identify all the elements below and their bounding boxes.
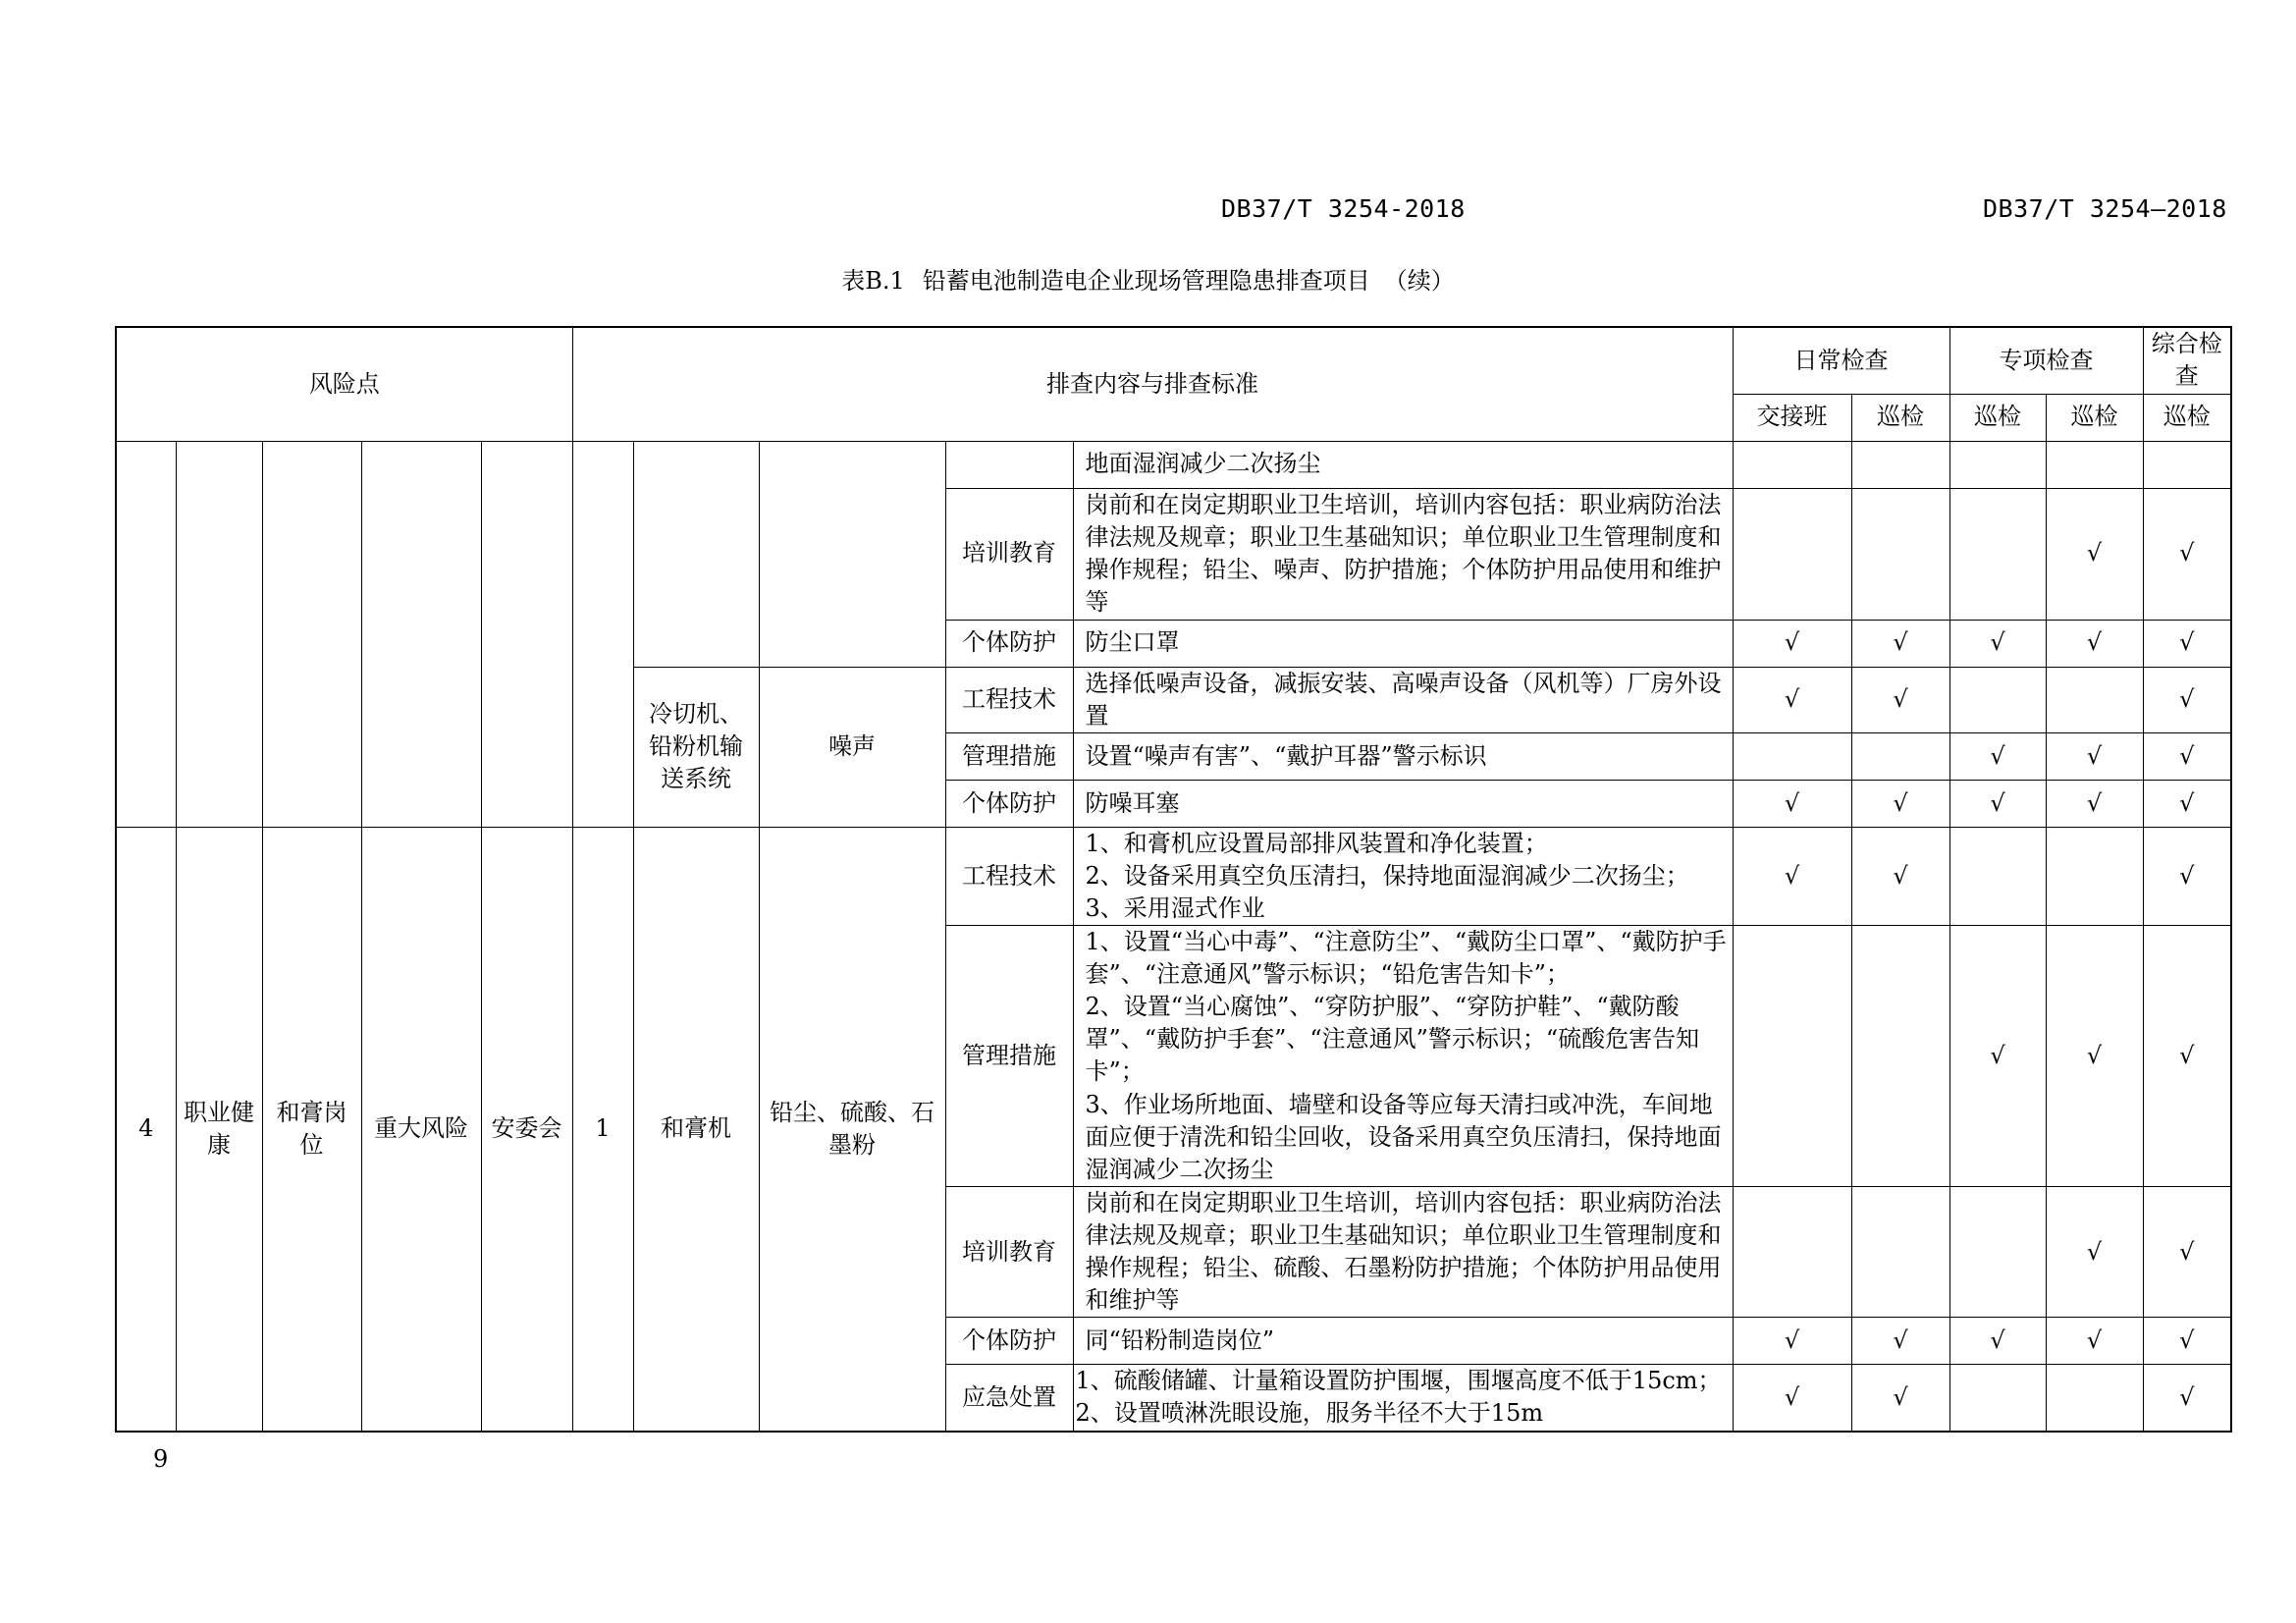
check-cell: √ (1949, 1318, 2046, 1365)
check-cell (1851, 732, 1949, 780)
check-cell: √ (2143, 1186, 2231, 1317)
check-cell: √ (1851, 667, 1949, 732)
standard-cell: 防噪耳塞 (1073, 780, 1733, 827)
check-cell (1851, 926, 1949, 1187)
check-cell (1949, 488, 2046, 620)
empty-cell (759, 441, 945, 667)
hazard-cell: 铅尘、硫酸、石墨粉 (759, 827, 945, 1431)
empty-cell (633, 441, 759, 667)
check-cell: √ (1949, 926, 2046, 1187)
page-number: 9 (153, 1445, 169, 1473)
check-cell: √ (1851, 780, 1949, 827)
header-sub-patrol: 巡检 (1949, 394, 2046, 441)
check-cell: √ (2143, 1318, 2231, 1365)
check-cell (1733, 732, 1851, 780)
check-cell: √ (2046, 926, 2143, 1187)
table-row (116, 827, 2231, 925)
header-row-1 (116, 327, 2231, 394)
table-row (116, 441, 2231, 488)
standard-cell: 1、设置“当心中毒”、“注意防尘”、“戴防尘口罩”、“戴防护手套”、“注意通风”警示标识；“铅危害告知卡”； 2、设置“当心腐蚀”、“穿防护服”、“穿防护鞋”、“戴防酸罩”、“戴防护手套”、“注意通风”警示标识；“硫酸危害告知卡”； 3、作业场所地面、墙壁和设备等应每天清扫或冲洗，车间地面应便于清洗和铅尘回收，设备采用真空负压清扫，保持地面湿润减少二次扬尘 (1073, 926, 1733, 1187)
check-cell (1851, 488, 1949, 620)
check-cell: √ (2143, 667, 2231, 732)
standard-cell: 防尘口罩 (1073, 620, 1733, 667)
check-cell: √ (1733, 667, 1851, 732)
table-title (0, 261, 2296, 296)
risk-level-cell: 重大风险 (361, 827, 481, 1431)
standard-cell: 1、和膏机应设置局部排风装置和净化装置； 2、设备采用真空负压清扫，保持地面湿润减少二次扬尘； 3、采用湿式作业 (1073, 827, 1733, 925)
check-cell (1851, 1186, 1949, 1317)
empty-cell (572, 441, 633, 827)
responsible-cell: 安委会 (481, 827, 572, 1431)
check-cell: √ (1949, 780, 2046, 827)
category-cell: 培训教育 (945, 488, 1073, 620)
category-cell: 管理措施 (945, 926, 1073, 1187)
empty-cell (116, 441, 176, 827)
check-cell: √ (2143, 620, 2231, 667)
check-cell (2046, 441, 2143, 488)
check-cell: √ (2046, 488, 2143, 620)
empty-cell (361, 441, 481, 827)
check-cell (2046, 1365, 2143, 1432)
check-cell: √ (2143, 780, 2231, 827)
check-cell: √ (1733, 1365, 1851, 1432)
category-cell: 个体防护 (945, 780, 1073, 827)
category-cell: 个体防护 (945, 620, 1073, 667)
standard-cell: 岗前和在岗定期职业卫生培训，培训内容包括：职业病防治法律法规及规章；职业卫生基础知识；单位职业卫生管理制度和操作规程；铅尘、噪声、防护措施；个体防护用品使用和维护等 (1073, 488, 1733, 620)
empty-cell (481, 441, 572, 827)
risk-type-cell: 职业健康 (176, 827, 262, 1431)
check-cell: √ (2046, 780, 2143, 827)
header-sub-patrol: 巡检 (1851, 394, 1949, 441)
check-cell: √ (1949, 620, 2046, 667)
check-cell: √ (1851, 1318, 1949, 1365)
check-cell (1949, 1365, 2046, 1432)
check-cell: √ (2143, 926, 2231, 1187)
check-cell (1733, 1186, 1851, 1317)
category-cell: 个体防护 (945, 1318, 1073, 1365)
header-daily-check: 日常检查 (1733, 327, 1949, 394)
hazard-cell: 噪声 (759, 667, 945, 827)
category-cell: 工程技术 (945, 667, 1073, 732)
check-cell (1949, 827, 2046, 925)
check-cell: √ (2046, 732, 2143, 780)
header-sub-patrol: 巡检 (2143, 394, 2231, 441)
check-cell (2046, 827, 2143, 925)
empty-cell (262, 441, 361, 827)
standard-cell: 岗前和在岗定期职业卫生培训，培训内容包括：职业病防治法律法规及规章；职业卫生基础知识；单位职业卫生管理制度和操作规程；铅尘、硫酸、石墨粉防护措施；个体防护用品使用和维护等 (1073, 1186, 1733, 1317)
check-cell: √ (2046, 1318, 2143, 1365)
header-standard-code-left: DB37/T 3254-2018 (1221, 194, 1466, 223)
check-cell: √ (1733, 827, 1851, 925)
standard-cell: 设置“噪声有害”、“戴护耳器”警示标识 (1073, 732, 1733, 780)
check-cell: √ (1949, 732, 2046, 780)
check-cell: √ (1851, 620, 1949, 667)
check-cell: √ (2046, 1186, 2143, 1317)
check-cell: √ (2143, 827, 2231, 925)
check-cell: √ (1851, 1365, 1949, 1432)
table-title-prefix: 表B.1 (841, 267, 905, 295)
check-cell (1733, 441, 1851, 488)
sub-number-cell: 1 (572, 827, 633, 1431)
table-title-suffix: （续） (1383, 267, 1455, 295)
group-number-cell: 4 (116, 827, 176, 1431)
hazard-checklist-table (115, 326, 2232, 1433)
category-cell: 管理措施 (945, 732, 1073, 780)
check-cell (1733, 488, 1851, 620)
header-content-standard: 排查内容与排查标准 (572, 327, 1733, 441)
empty-cell (176, 441, 262, 827)
category-cell: 培训教育 (945, 1186, 1073, 1317)
post-cell: 和膏岗位 (262, 827, 361, 1431)
category-cell: 应急处置 (945, 1365, 1073, 1432)
check-cell (1733, 926, 1851, 1187)
check-cell (1851, 441, 1949, 488)
header-special-check: 专项检查 (1949, 327, 2143, 394)
check-cell: √ (2143, 488, 2231, 620)
check-cell: √ (1851, 827, 1949, 925)
check-cell (2046, 667, 2143, 732)
check-cell: √ (1733, 1318, 1851, 1365)
header-comprehensive-check: 综合检查 (2143, 327, 2231, 394)
standard-cell: 同“铅粉制造岗位” (1073, 1318, 1733, 1365)
category-cell: 工程技术 (945, 827, 1073, 925)
check-cell (1949, 1186, 2046, 1317)
check-cell: √ (2143, 732, 2231, 780)
check-cell: √ (1733, 620, 1851, 667)
check-cell: √ (1733, 780, 1851, 827)
table-title-main: 铅蓄电池制造电企业现场管理隐患排查项目 (922, 267, 1370, 295)
standard-cell: 选择低噪声设备，减振安装、高噪声设备（风机等）厂房外设置 (1073, 667, 1733, 732)
standard-cell: 1、硫酸储罐、计量箱设置防护围堰，围堰高度不低于15cm； 2、设置喷淋洗眼设施，服务半径不大于15m (1073, 1365, 1733, 1432)
header-sub-handover: 交接班 (1733, 394, 1851, 441)
check-cell (2143, 441, 2231, 488)
header-sub-patrol: 巡检 (2046, 394, 2143, 441)
check-cell (1949, 667, 2046, 732)
equipment-cell: 冷切机、铅粉机输送系统 (633, 667, 759, 827)
equipment-cell: 和膏机 (633, 827, 759, 1431)
header-risk-point: 风险点 (116, 327, 572, 441)
check-cell: √ (2046, 620, 2143, 667)
check-cell (1949, 441, 2046, 488)
standard-cell: 地面湿润减少二次扬尘 (1073, 441, 1733, 488)
check-cell: √ (2143, 1365, 2231, 1432)
header-standard-code-right: DB37/T 3254—2018 (1983, 194, 2227, 223)
category-cell (945, 441, 1073, 488)
